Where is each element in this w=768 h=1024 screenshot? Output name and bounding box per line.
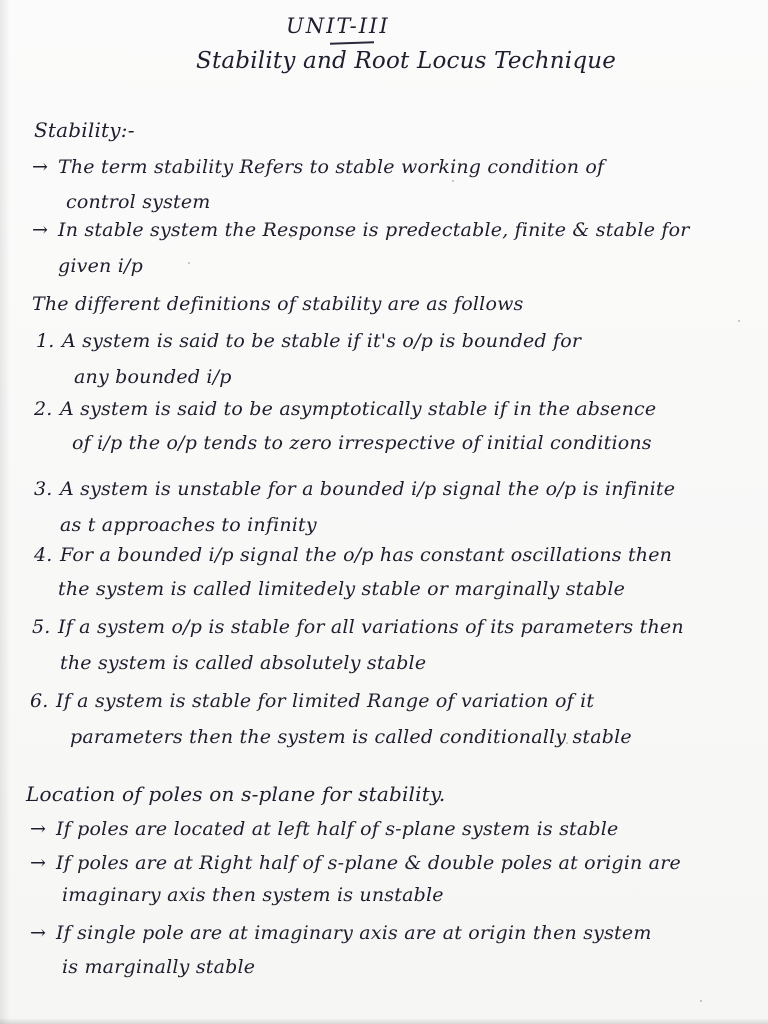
definition-number: 4. [34, 544, 53, 566]
definition-3-line2: as t approaches to infinity [60, 514, 317, 536]
definition-6 [30, 690, 594, 712]
poles-point-2-line1: If poles are at Right half of s-plane & double poles at origin are [56, 852, 681, 874]
poles-point-2 [30, 852, 681, 874]
definition-2-line1: A system is said to be asymptotically stable if in the absence [60, 398, 657, 420]
definition-number: 5. [32, 616, 51, 638]
definition-4-line1: For a bounded i/p signal the o/p has constant oscillations then [60, 544, 673, 566]
paper-speck [290, 236, 292, 238]
poles-point-3-line2: is marginally stable [62, 956, 256, 978]
definition-5-line1: If a system o/p is stable for all variations of its parameters then [58, 616, 684, 638]
stability-point-1-line1: The term stability Refers to stable working condition of [58, 156, 605, 178]
poles-heading: Location of poles on s-plane for stability. [26, 782, 446, 806]
page-bottom-edge [0, 1018, 768, 1024]
definition-number: 2. [34, 398, 53, 420]
page-title: Stability and Root Locus Technique [196, 48, 617, 74]
poles-point-3-line1: If single pole are at imaginary axis are at origin then system [56, 922, 652, 944]
definition-3-line1: A system is unstable for a bounded i/p signal the o/p is infinite [60, 478, 676, 500]
poles-point-1-line1: If poles are located at left half of s-plane system is stable [56, 818, 619, 840]
poles-point-1 [30, 818, 619, 840]
stability-heading: Stability:- [34, 118, 135, 142]
arrow-icon: → [32, 156, 49, 178]
poles-point-2-line2: imaginary axis then system is unstable [62, 884, 444, 906]
stability-point-1-line2: control system [66, 191, 211, 213]
paper-speck [452, 180, 454, 182]
stability-point-2-line2: given i/p [58, 255, 143, 277]
definition-3 [34, 478, 675, 500]
paper-speck [566, 742, 568, 744]
stability-point-2 [32, 219, 690, 241]
arrow-icon: → [30, 818, 47, 840]
page-edge-shadow [0, 0, 10, 1024]
definition-6-line1: If a system is stable for limited Range of variation of it [56, 690, 595, 712]
definition-6-line2: parameters then the system is called conditionally stable [70, 726, 632, 748]
definition-5-line2: the system is called absolutely stable [60, 652, 427, 674]
definition-number: 3. [34, 478, 53, 500]
definition-1-line2: any bounded i/p [74, 366, 232, 388]
arrow-icon: → [30, 922, 47, 944]
definition-1 [36, 330, 581, 352]
paper-speck [188, 262, 190, 264]
stability-point-2-line1: In stable system the Response is predectable, finite & stable for [58, 219, 690, 241]
definition-2 [34, 398, 656, 420]
definition-number: 1. [36, 330, 55, 352]
definition-5 [32, 616, 684, 638]
definition-1-line1: A system is said to be stable if it's o/p is bounded for [62, 330, 582, 352]
definition-4 [34, 544, 672, 566]
definitions-intro: The different definitions of stability are as follows [32, 293, 524, 315]
definition-number: 6. [30, 690, 49, 712]
poles-point-3 [30, 922, 652, 944]
paper-speck [738, 320, 740, 322]
paper-speck [700, 1000, 702, 1002]
paper-speck [80, 448, 82, 450]
unit-underline [330, 41, 374, 45]
stability-point-1 [32, 156, 604, 178]
arrow-icon: → [30, 852, 47, 874]
arrow-icon: → [32, 219, 49, 241]
definition-2-line2: of i/p the o/p tends to zero irrespective of initial conditions [72, 432, 652, 454]
definition-4-line2: the system is called limitedely stable or marginally stable [58, 578, 626, 600]
unit-title: UNIT-III [286, 14, 390, 38]
